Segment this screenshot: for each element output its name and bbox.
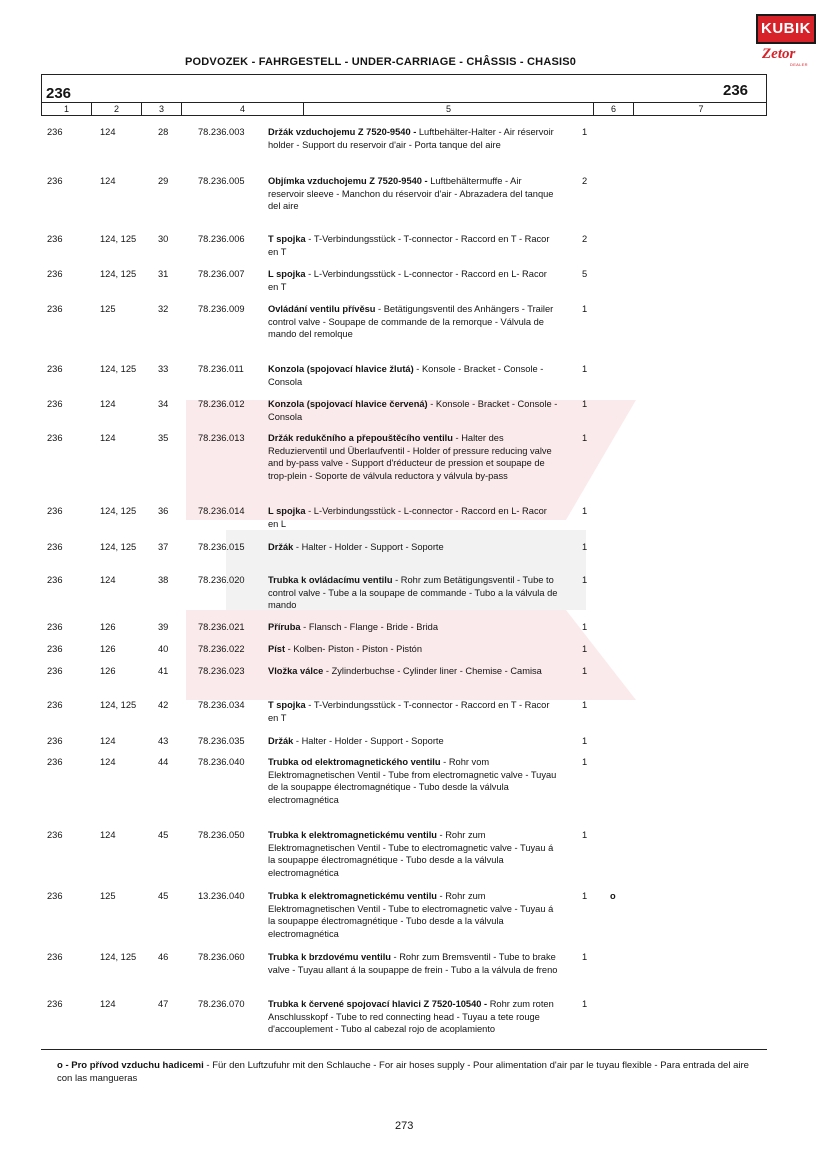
cell-section: 236 — [47, 700, 63, 710]
cell-position: 34 — [158, 399, 169, 409]
cell-part-number: 78.236.014 — [198, 506, 245, 516]
cell-section: 236 — [47, 830, 63, 840]
cell-position: 43 — [158, 736, 169, 746]
cell-description — [268, 643, 558, 656]
description-czech-name: Trubka k elektromagnetickému ventilu — [268, 891, 437, 901]
cell-position: 46 — [158, 952, 169, 962]
cell-section: 236 — [47, 176, 63, 186]
description-czech-name: Konzola (spojovací hlavice červená) — [268, 399, 428, 409]
description-translations: - Halter - Holder - Support - Soporte — [293, 736, 444, 746]
cell-figure: 124 — [100, 757, 116, 767]
cell-section: 236 — [47, 234, 63, 244]
cell-figure: 124 — [100, 399, 116, 409]
cell-description — [268, 303, 558, 341]
description-translations: Luftbehältermuffe - Air reservoir sleeve - Manchon du réservoir d'air - Abrazadera del tanque del aire — [268, 176, 554, 212]
cell-position: 41 — [158, 666, 169, 676]
description-translations: - Flansch - Flange - Bride - Brida — [300, 622, 438, 632]
cell-part-number: 78.236.005 — [198, 176, 245, 186]
column-header-1: 1 — [42, 103, 92, 115]
cell-quantity: 1 — [582, 830, 588, 840]
cell-section: 236 — [47, 999, 63, 1009]
description-czech-name: Trubka k brzdovému ventilu — [268, 952, 391, 962]
cell-part-number: 78.236.040 — [198, 757, 245, 767]
cell-section: 236 — [47, 891, 63, 901]
column-header-7: 7 — [698, 104, 704, 114]
cell-description — [268, 890, 558, 940]
description-czech-name: Trubka k elektromagnetickému ventilu — [268, 830, 437, 840]
cell-quantity: 1 — [582, 700, 588, 710]
description-translations: Luftbehälter-Halter - Air réservoir holder - Support du reservoir d'air - Porta tanque del aire — [268, 127, 554, 150]
description-czech-name: Držák — [268, 736, 294, 746]
column-header-2: 2 — [92, 103, 142, 115]
cell-part-number: 78.236.060 — [198, 952, 245, 962]
description-czech-name: Držák redukčního a přepouštěcího ventilu — [268, 433, 453, 443]
cell-quantity: 2 — [582, 176, 588, 186]
cell-description — [268, 621, 558, 634]
description-czech-name: T spojka — [268, 234, 306, 244]
cell-position: 29 — [158, 176, 169, 186]
cell-part-number: 78.236.003 — [198, 127, 245, 137]
cell-quantity: 1 — [582, 736, 588, 746]
cell-quantity: 1 — [582, 542, 588, 552]
cell-part-number: 78.236.035 — [198, 736, 245, 746]
cell-section: 236 — [47, 127, 63, 137]
cell-quantity: 5 — [582, 269, 588, 279]
cell-section: 236 — [47, 506, 63, 516]
cell-quantity: 1 — [582, 399, 588, 409]
cell-section: 236 — [47, 757, 63, 767]
cell-position: 38 — [158, 575, 169, 585]
description-czech-name: Ovládání ventilu přívěsu — [268, 304, 376, 314]
description-czech-name: Držák — [268, 542, 294, 552]
cell-part-number: 78.236.013 — [198, 433, 245, 443]
cell-description — [268, 233, 558, 258]
cell-part-number: 78.236.007 — [198, 269, 245, 279]
cell-section: 236 — [47, 622, 63, 632]
zetor-logo: Zetor — [762, 46, 796, 62]
cell-position: 40 — [158, 644, 169, 654]
cell-section: 236 — [47, 269, 63, 279]
cell-description — [268, 432, 558, 482]
description-czech-name: L spojka — [268, 269, 306, 279]
description-translations: - L-Verbindungsstück - L-connector - Raccord en L- Racor en T — [268, 269, 547, 292]
cell-part-number: 78.236.009 — [198, 304, 245, 314]
cell-quantity: 2 — [582, 234, 588, 244]
cell-description — [268, 756, 558, 806]
description-translations: - Betätigungsventil des Anhängers - Trailer control valve - Soupape de commande de la remorque - Válvula de mando del remolque — [268, 304, 554, 340]
cell-figure: 124, 125 — [100, 269, 137, 279]
cell-quantity: 1 — [582, 999, 588, 1009]
cell-figure: 124 — [100, 999, 116, 1009]
description-translations: - L-Verbindungsstück - L-connector - Raccord en L- Racor en L — [268, 506, 547, 529]
cell-part-number: 78.236.020 — [198, 575, 245, 585]
page-number: 273 — [395, 1120, 414, 1132]
cell-section: 236 — [47, 542, 63, 552]
description-czech-name: Trubka od elektromagnetického ventilu — [268, 757, 441, 767]
cell-position: 45 — [158, 891, 169, 901]
cell-quantity: 1 — [582, 622, 588, 632]
cell-figure: 124 — [100, 736, 116, 746]
cell-description — [268, 829, 558, 879]
cell-description — [268, 665, 558, 678]
cell-position: 36 — [158, 506, 169, 516]
cell-part-number: 78.236.012 — [198, 399, 245, 409]
description-translations: - T-Verbindungsstück - T-connector - Raccord en T - Racor en T — [268, 700, 550, 723]
cell-quantity: 1 — [582, 666, 588, 676]
description-translations: - Rohr zum Bremsventil - Tube to brake valve - Tuyau allant á la soupappe de frein - Tubo a la válvula de freno — [268, 952, 558, 975]
cell-quantity: 1 — [582, 304, 588, 314]
column-header-3: 3 — [142, 103, 182, 115]
cell-position: 33 — [158, 364, 169, 374]
cell-description — [268, 268, 558, 293]
description-translations: - Konsole - Bracket - Console - Consola — [268, 364, 544, 387]
description-translations: - Kolben- Piston - Piston - Pistón — [285, 644, 422, 654]
cell-position: 39 — [158, 622, 169, 632]
cell-section: 236 — [47, 304, 63, 314]
cell-position: 44 — [158, 757, 169, 767]
footnote-text: - Für den Luftzufuhr mit den Schlauche - For air hoses supply - Pour alimentation d'air par le tuyau flexible - Para entrada del aire con las mangueras — [57, 1060, 749, 1084]
page-title: PODVOZEK - FAHRGESTELL - UNDER-CARRIAGE - CHÂSSIS - CHASIS0 — [185, 56, 577, 68]
cell-description — [268, 175, 558, 213]
cell-part-number: 13.236.040 — [198, 891, 245, 901]
cell-description — [268, 574, 558, 612]
cell-section: 236 — [47, 433, 63, 443]
cell-figure: 124 — [100, 176, 116, 186]
description-translations: - Konsole - Bracket - Console - Consola — [268, 399, 558, 422]
footnote-symbol-label: o - Pro přívod vzduchu hadicemi — [57, 1060, 204, 1071]
column-header-4: 4 — [182, 103, 304, 115]
description-translations: - Halter - Holder - Support - Soporte — [293, 542, 444, 552]
logo-kubik-text: KUBIK — [761, 20, 811, 37]
cell-figure: 124, 125 — [100, 542, 137, 552]
footnote — [57, 1060, 757, 1085]
cell-figure: 126 — [100, 666, 116, 676]
cell-description — [268, 699, 558, 724]
column-header-6: 6 — [594, 103, 634, 115]
cell-section: 236 — [47, 666, 63, 676]
cell-quantity: 1 — [582, 644, 588, 654]
description-czech-name: L spojka — [268, 506, 306, 516]
cell-figure: 124, 125 — [100, 364, 137, 374]
cell-figure: 124, 125 — [100, 234, 137, 244]
cell-figure: 125 — [100, 304, 116, 314]
description-czech-name: Příruba — [268, 622, 301, 632]
description-translations: - Rohr zum Elektromagnetischen Ventil - Tube to electromagnetic valve - Tuyau á la soupappe électromagnétique - Tubo desde a la válvula electromagnética — [268, 891, 554, 939]
description-translations: Rohr zum roten Anschlusskopf - Tube to red connecting head - Tuyau a tete rouge d'accouplement - Tubo al cabezal rojo de acoplamiento — [268, 999, 554, 1035]
column-header-row — [41, 102, 767, 116]
section-number-right: 236 — [723, 82, 749, 99]
cell-quantity: 1 — [582, 433, 588, 443]
cell-position: 28 — [158, 127, 169, 137]
cell-quantity: 1 — [582, 575, 588, 585]
cell-section: 236 — [47, 952, 63, 962]
description-czech-name: Konzola (spojovací hlavice žlutá) — [268, 364, 414, 374]
cell-quantity: 1 — [582, 891, 588, 901]
cell-description — [268, 951, 558, 976]
cell-part-number: 78.236.034 — [198, 700, 245, 710]
description-czech-name: Držák vzduchojemu Z 7520-9540 - — [268, 127, 417, 137]
description-translations: - Rohr vom Elektromagnetischen Ventil - Tube from electromagnetic valve - Tuyau de la soupappe électromagnétique - Tubo desde la válvula electromagnética — [268, 757, 557, 805]
cell-position: 42 — [158, 700, 169, 710]
cell-quantity: 1 — [582, 506, 588, 516]
description-czech-name: Píst — [268, 644, 286, 654]
cell-description — [268, 363, 558, 388]
cell-part-number: 78.236.015 — [198, 542, 245, 552]
description-czech-name: Objímka vzduchojemu Z 7520-9540 - — [268, 176, 428, 186]
cell-position: 31 — [158, 269, 169, 279]
cell-description — [268, 505, 558, 530]
cell-section: 236 — [47, 575, 63, 585]
cell-part-number: 78.236.021 — [198, 622, 245, 632]
cell-position: 47 — [158, 999, 169, 1009]
cell-description — [268, 398, 558, 423]
cell-figure: 126 — [100, 644, 116, 654]
description-translations: - Rohr zum Elektromagnetischen Ventil - Tube to electromagnetic valve - Tuyau á la soupappe électromagnétique - Tubo desde a la válvula electromagnética — [268, 830, 554, 878]
description-czech-name: Trubka k červené spojovací hlavici Z 7520-10540 - — [268, 999, 488, 1009]
cell-figure: 124, 125 — [100, 506, 137, 516]
description-translations: - Halter des Reduzierventil und Überlaufventil - Holder of pressure reducing valve and by-pass valve - Support d'réducteur de pression et soupape de trop-plein - Soporte de válvula reductora y válvula by-pass — [268, 433, 552, 481]
description-czech-name: Trubka k ovládacímu ventilu — [268, 575, 393, 585]
cell-part-number: 78.236.050 — [198, 830, 245, 840]
cell-quantity: 1 — [582, 127, 588, 137]
description-czech-name: Vložka válce — [268, 666, 324, 676]
cell-quantity: 1 — [582, 952, 588, 962]
cell-position: 32 — [158, 304, 169, 314]
cell-description — [268, 735, 558, 748]
cell-figure: 124, 125 — [100, 700, 137, 710]
cell-figure: 125 — [100, 891, 116, 901]
cell-figure: 124 — [100, 830, 116, 840]
cell-part-number: 78.236.011 — [198, 364, 244, 374]
section-number-left: 236 — [46, 85, 72, 102]
logo-dealer-text: DEALER — [790, 62, 808, 67]
description-translations: - Zylinderbuchse - Cylinder liner - Chemise - Camisa — [323, 666, 542, 676]
cell-description — [268, 541, 558, 554]
cell-figure: 124 — [100, 575, 116, 585]
cell-part-number: 78.236.023 — [198, 666, 245, 676]
kubik-logo — [756, 14, 816, 44]
column-header-5: 5 — [304, 103, 594, 115]
cell-section: 236 — [47, 736, 63, 746]
table-bottom-rule — [41, 1049, 767, 1050]
table-frame-top — [41, 74, 767, 102]
cell-section: 236 — [47, 644, 63, 654]
description-translations: - Rohr zum Betätigungsventil - Tube to control valve - Tube a la soupape de commande - Tubo a la válvula de mando — [268, 575, 558, 611]
cell-part-number: 78.236.022 — [198, 644, 245, 654]
description-czech-name: T spojka — [268, 700, 306, 710]
cell-position: 30 — [158, 234, 169, 244]
description-translations: - T-Verbindungsstück - T-connector - Raccord en T - Racor en T — [268, 234, 550, 257]
cell-figure: 126 — [100, 622, 116, 632]
cell-position: 45 — [158, 830, 169, 840]
cell-quantity: 1 — [582, 757, 588, 767]
cell-part-number: 78.236.070 — [198, 999, 245, 1009]
cell-position: 35 — [158, 433, 169, 443]
cell-section: 236 — [47, 364, 63, 374]
cell-description — [268, 126, 558, 151]
cell-part-number: 78.236.006 — [198, 234, 245, 244]
cell-figure: 124, 125 — [100, 952, 137, 962]
cell-figure: 124 — [100, 433, 116, 443]
cell-figure: 124 — [100, 127, 116, 137]
cell-section: 236 — [47, 399, 63, 409]
cell-position: 37 — [158, 542, 169, 552]
cell-note: o — [610, 891, 616, 901]
cell-quantity: 1 — [582, 364, 588, 374]
cell-description — [268, 998, 558, 1036]
